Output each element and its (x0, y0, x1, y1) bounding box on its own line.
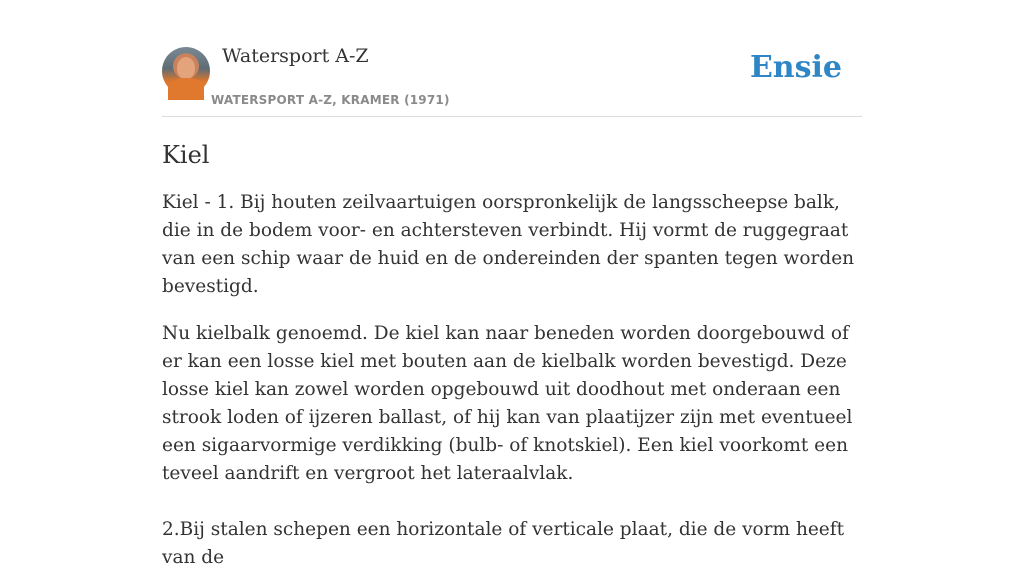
entry-paragraph-2: Nu kielbalk genoemd. De kiel kan naar beneden worden doorgebouwd of er kan een losse kiel met bouten aan de kielbalk worden bevestigd. Deze losse kiel kan zowel worden opgebouwd uit doodhout met onderaan een strook loden of ijzeren ballast, of hij kan van plaatijzer zijn met eventueel een sigaarvormige verdikking (bulb- of knotskiel). Een kiel voorkomt een teveel aandrift en vergroot het lateraalvlak. (162, 323, 853, 484)
avatar-face (177, 57, 195, 79)
entry-title: Kiel (162, 141, 210, 169)
source-subtitle: WATERSPORT A-Z, KRAMER (1971) (211, 93, 450, 107)
source-title[interactable]: Watersport A-Z (222, 45, 369, 67)
source-header (162, 0, 862, 117)
avatar-body (168, 78, 204, 100)
avatar[interactable] (162, 47, 210, 95)
entry-paragraph-3: 2.Bij stalen schepen een horizontale of verticale plaat, die de vorm heeft van de (162, 519, 845, 568)
entry-paragraph-1: Kiel - 1. Bij houten zeilvaartuigen oorspronkelijk de langsscheepse balk, die in de bodem voor- en achtersteven verbindt. Hij vormt de ruggegraat van een schip waar de huid en de ondereinden der spanten tegen worden bevestigd. (162, 192, 855, 297)
content-column (162, 0, 862, 572)
ensie-logo[interactable]: Ensie (749, 50, 842, 85)
